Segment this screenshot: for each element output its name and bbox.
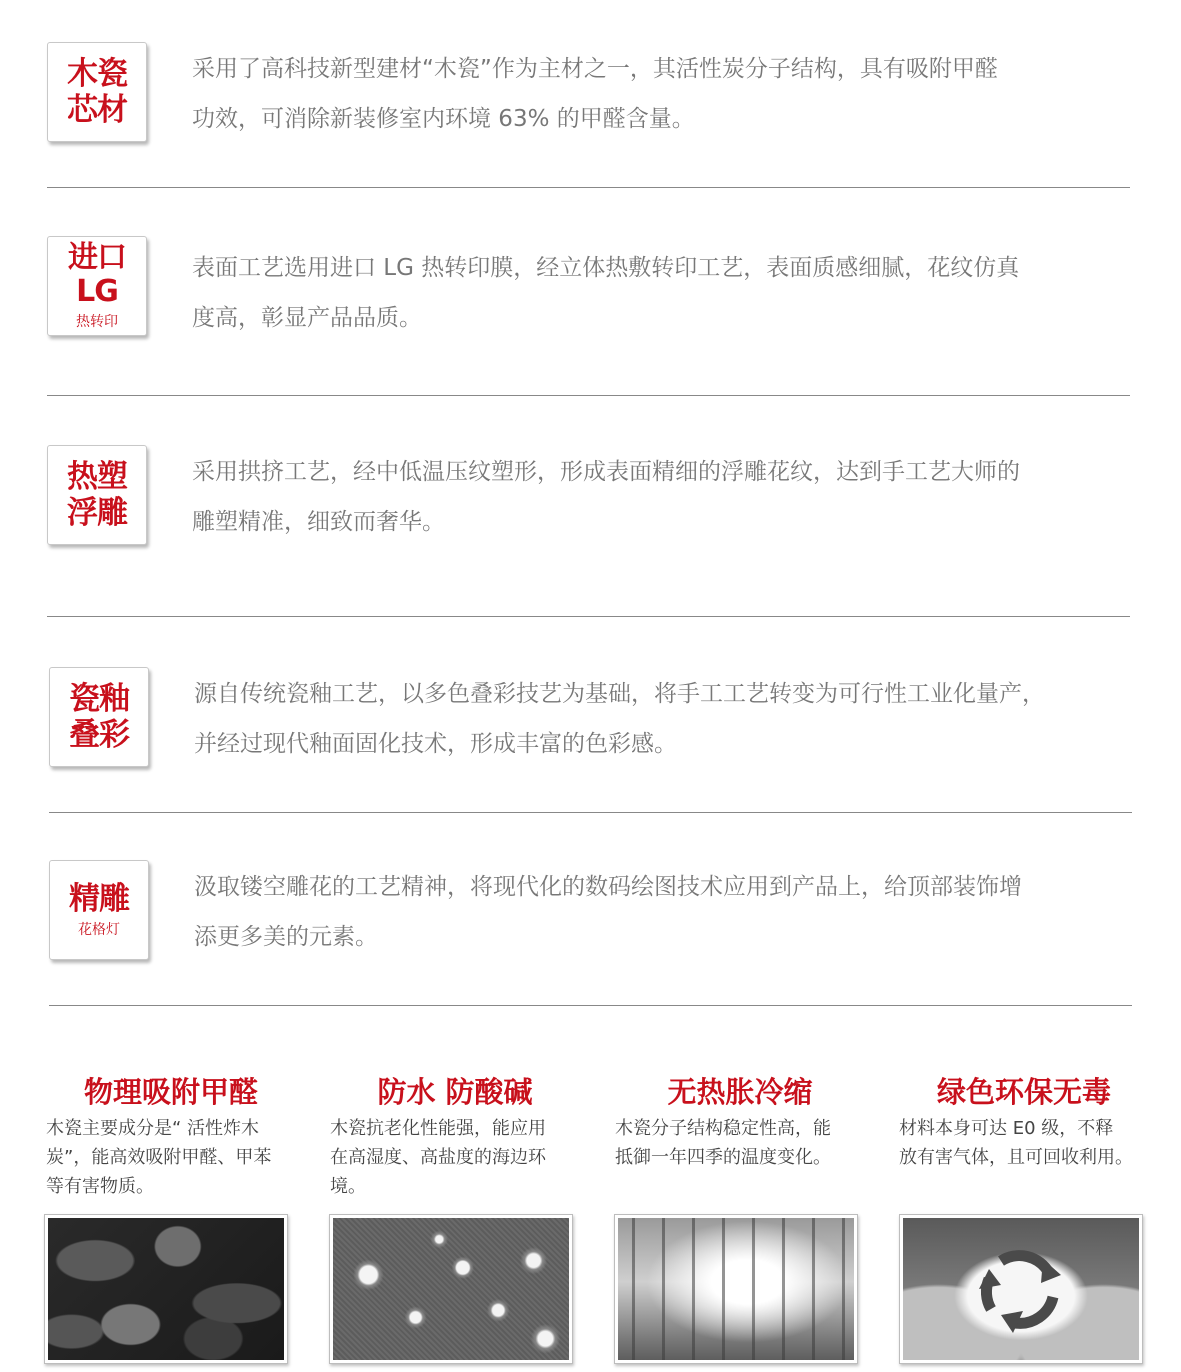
description-line: 汲取镂空雕花的工艺精神，将现代化的数码绘图技术应用到产品上，给顶部装饰增 <box>194 874 1022 900</box>
description-line: 源自传统瓷釉工艺，以多色叠彩技艺为基础，将手工工艺转变为可行性工业化量产， <box>194 681 1045 707</box>
badge-subtitle: 花格灯 <box>78 922 120 938</box>
badge-line: 精雕 <box>69 881 129 917</box>
feature-title: 无热胀冷缩 <box>667 1075 813 1109</box>
section-description <box>194 862 1144 962</box>
feature-thermal-stable <box>615 1072 865 1172</box>
feature-desc-line: 在高湿度、高盐度的海边环 <box>330 1147 546 1168</box>
feature-desc-line: 木瓷抗老化性能强，能应用 <box>330 1118 546 1139</box>
divider <box>49 812 1132 813</box>
description-line: 采用拱挤工艺，经中低温压纹塑形，形成表面精细的浮雕花纹，达到手工艺大师的 <box>192 459 1020 485</box>
badge-subtitle: 热转印 <box>76 314 118 330</box>
badge-line: 进口LG <box>68 240 126 309</box>
hands-recycle-image <box>899 1214 1143 1364</box>
section-description <box>194 669 1144 769</box>
badge-line: 瓷釉 <box>69 681 129 717</box>
feature-title: 物理吸附甲醛 <box>83 1075 258 1109</box>
feature-description <box>615 1114 865 1172</box>
description-line: 并经过现代釉面固化技术，形成丰富的色彩感。 <box>194 731 677 757</box>
description-line: 度高，彰显产品品质。 <box>192 305 422 331</box>
forest-image <box>614 1214 858 1364</box>
charcoal-photo <box>48 1218 284 1360</box>
description-line: 功效，可消除新装修室内环境 63% 的甲醛含量。 <box>192 106 695 132</box>
relief-badge <box>47 445 147 545</box>
divider <box>47 616 1130 617</box>
badge-line: 木瓷 <box>67 56 127 92</box>
feature-eco <box>899 1072 1149 1172</box>
hands-recycle-photo <box>903 1218 1139 1360</box>
description-line: 表面工艺选用进口 LG 热转印膜，经立体热敷转印工艺，表面质感细腻，花纹仿真 <box>192 255 1020 281</box>
feature-desc-line: 木瓷分子结构稳定性高，能 <box>615 1118 831 1139</box>
badge-line: 热塑 <box>67 459 127 495</box>
divider <box>47 395 1130 396</box>
feature-desc-line: 等有害物质。 <box>46 1176 154 1197</box>
badge-line: 浮雕 <box>67 495 127 531</box>
section-description <box>192 243 1142 343</box>
feature-desc-line: 抵御一年四季的温度变化。 <box>615 1147 831 1168</box>
description-line: 采用了高科技新型建材“木瓷”作为主材之一，其活性炭分子结构，具有吸附甲醛 <box>192 56 998 82</box>
feature-desc-line: 木瓷主要成分是“ 活性炸木 <box>46 1118 260 1139</box>
description-line: 添更多美的元素。 <box>194 924 378 950</box>
water-drops-image <box>329 1214 573 1364</box>
description-line: 雕塑精准，细致而奢华。 <box>192 509 445 535</box>
feature-description <box>46 1114 296 1201</box>
feature-description <box>899 1114 1149 1172</box>
badge-line: 叠彩 <box>69 717 129 753</box>
core-material-badge <box>47 42 147 142</box>
feature-formaldehyde <box>46 1072 296 1201</box>
recycle-icon <box>971 1239 1071 1339</box>
divider <box>49 1005 1132 1006</box>
forest-seasons-photo <box>618 1218 854 1360</box>
section-description <box>192 44 1142 144</box>
feature-title: 防水 防酸碱 <box>377 1075 533 1109</box>
carved-lamp-badge <box>49 860 149 960</box>
feature-waterproof <box>330 1072 580 1201</box>
feature-desc-line: 放有害气体，且可回收利用。 <box>899 1147 1133 1168</box>
feature-desc-line: 炭”，能高效吸附甲醛、甲苯 <box>46 1147 272 1168</box>
badge-line: 芯材 <box>67 92 127 128</box>
glaze-badge <box>49 667 149 767</box>
feature-desc-line: 材料本身可达 E0 级，不释 <box>899 1118 1114 1139</box>
lg-transfer-badge <box>47 236 147 336</box>
charcoal-image <box>44 1214 288 1364</box>
feature-desc-line: 境。 <box>330 1176 366 1197</box>
divider <box>47 187 1130 188</box>
feature-description <box>330 1114 580 1201</box>
feature-title: 绿色环保无毒 <box>936 1075 1111 1109</box>
water-drops-fabric-photo <box>333 1218 569 1360</box>
section-description <box>192 447 1142 547</box>
